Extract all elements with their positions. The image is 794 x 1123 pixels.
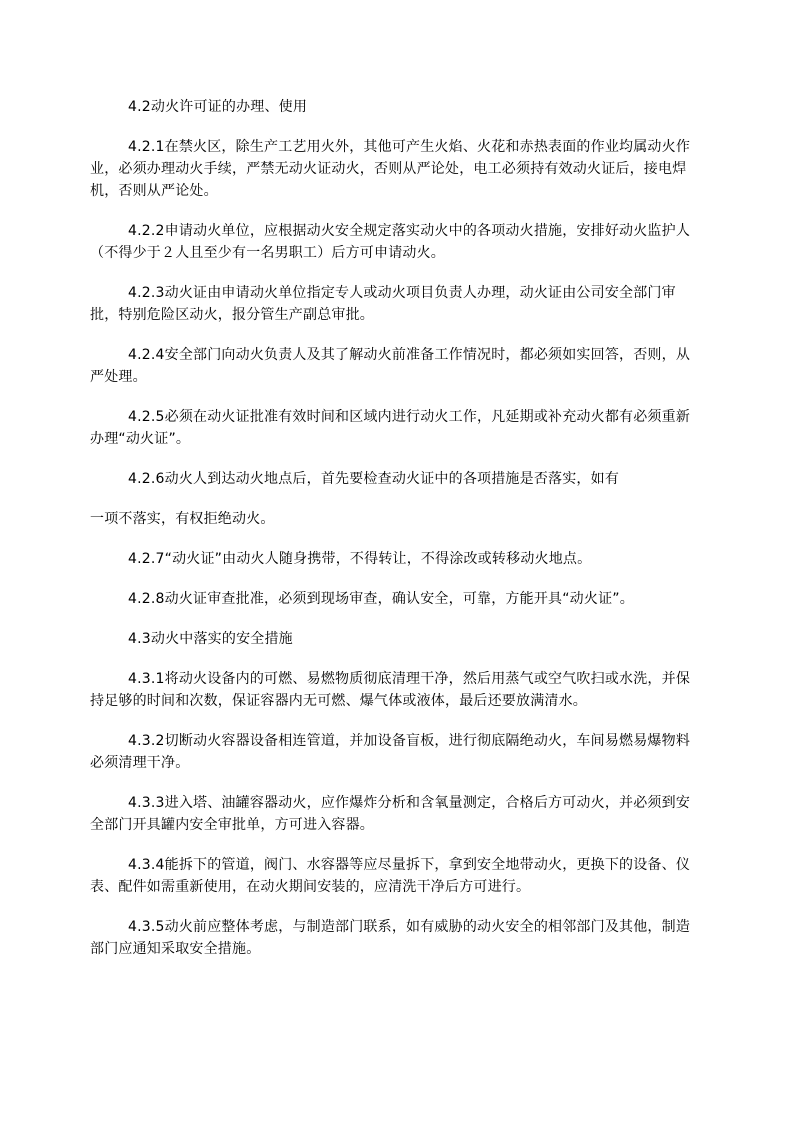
section-heading-4-2: 4.2动火许可证的办理、使用	[128, 99, 308, 115]
clause-4-2-5: 4.2.5必须在动火证批准有效时间和区域内进行动火工作，凡延期或补充动火都有必须重新办理“动火证”。	[90, 409, 691, 447]
clause-4-2-1: 4.2.1在禁火区，除生产工艺用火外，其他可产生火焰、火花和赤热表面的作业均属动火作业，必须办理动火手续，严禁无动火证动火，否则从严论处，电工必须持有效动火证后，接电焊机，否则从严论处。	[90, 139, 691, 199]
section-heading-4-3: 4.3动火中落实的安全措施	[128, 631, 293, 647]
clause-4-3-4: 4.3.4能拆下的管道，阀门、水容器等应尽量拆下，拿到安全地带动火，更换下的设备、仪表、配件如需重新使用，在动火期间安装的，应清洗干净后方可进行。	[90, 857, 691, 895]
clause-4-2-7: 4.2.7“动火证”由动火人随身携带，不得转让，不得涂改或转移动火地点。	[128, 551, 592, 567]
clause-4-2-2: 4.2.2申请动火单位，应根据动火安全规定落实动火中的各项动火措施，安排好动火监护人（不得少于２人且至少有一名男职工）后方可申请动火。	[90, 223, 691, 261]
clause-4-2-3: 4.2.3动火证由申请动火单位指定专人或动火项目负责人办理，动火证由公司安全部门审批，特别危险区动火，报分管生产副总审批。	[90, 285, 676, 323]
document-body	[90, 96, 702, 978]
clause-4-2-6-continued: 一项不落实，有权拒绝动火。	[90, 511, 275, 527]
clause-4-3-3: 4.3.3进入塔、油罐容器动火，应作爆炸分析和含氧量测定，合格后方可动火，并必须到安全部门开具罐内安全审批单，方可进入容器。	[90, 795, 691, 833]
clause-4-3-5: 4.3.5动火前应整体考虑，与制造部门联系，如有威胁的动火安全的相邻部门及其他，制造部门应通知采取安全措施。	[90, 919, 691, 957]
clause-4-2-4: 4.2.4安全部门向动火负责人及其了解动火前准备工作情况时，都必须如实回答，否则，从严处理。	[90, 347, 691, 385]
clause-4-2-6: 4.2.6动火人到达动火地点后，首先要检查动火证中的各项措施是否落实，如有	[128, 471, 620, 487]
clause-4-3-2: 4.3.2切断动火容器设备相连管道，并加设备盲板，进行彻底隔绝动火，车间易燃易爆物料必须清理干净。	[90, 733, 691, 771]
clause-4-3-1: 4.3.1将动火设备内的可燃、易燃物质彻底清理干净，然后用蒸气或空气吹扫或水洗，并保持足够的时间和次数，保证容器内无可燃、爆气体或液体，最后还要放满清水。	[90, 671, 691, 709]
clause-4-2-8: 4.2.8动火证审查批准，必须到现场审查，确认安全，可靠，方能开具“动火证”。	[128, 591, 634, 607]
